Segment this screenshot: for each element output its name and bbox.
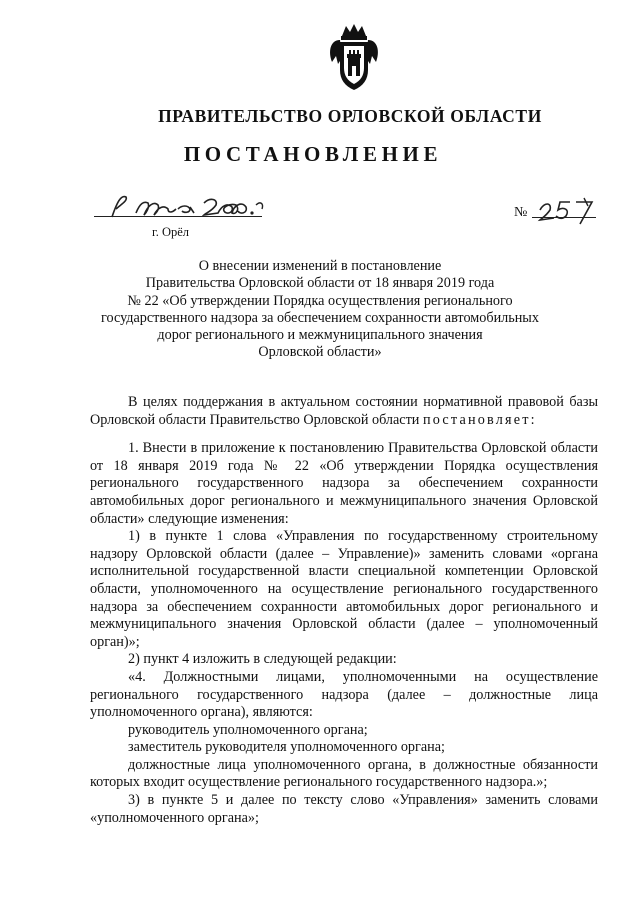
handwritten-number bbox=[536, 196, 596, 226]
document-type: ПОСТАНОВЛЕНИЕ bbox=[183, 142, 443, 166]
coat-of-arms-icon bbox=[326, 22, 382, 92]
handwritten-date bbox=[106, 191, 266, 221]
paragraph-3: 2) пункт 4 изложить в следующей редакции: bbox=[128, 651, 397, 668]
paragraph-4: «4. Должностными лицами, уполномоченными на осуществление регионального государственного надзора (далее – должностные лица уполномоченного органа), являются: bbox=[90, 668, 598, 721]
subject-line: № 22 «Об утверждении Порядка осуществления регионального bbox=[127, 292, 513, 309]
subject-line: Орловской области» bbox=[258, 344, 382, 361]
intro-paragraph bbox=[90, 394, 598, 429]
paragraph-1: 1. Внести в приложение к постановлению Правительства Орловской области от 18 января 2019 года № 22 «Об утверждении Порядка осуществления регионального государственного надзора за обеспечением сохранности автомобильных дорог регионального и межмуниципального значения Орловской области» следующие изменения: bbox=[90, 440, 598, 527]
organization-title: ПРАВИТЕЛЬСТВО ОРЛОВСКОЙ ОБЛАСТИ bbox=[158, 106, 542, 126]
paragraph-5: руководитель уполномоченного органа; bbox=[128, 721, 368, 738]
subject-line: государственного надзора за обеспечением сохранности автомобильных bbox=[101, 309, 539, 326]
decree-verb: постановляет: bbox=[422, 411, 537, 428]
paragraph-8: 3) в пункте 5 и далее по тексту слово «Управления» заменить словами «уполномоченного органа»; bbox=[90, 792, 598, 826]
document-subject bbox=[80, 258, 560, 362]
paragraph-6: заместитель руководителя уполномоченного органа; bbox=[128, 739, 445, 756]
document-body bbox=[90, 394, 598, 827]
subject-line: О внесении изменений в постановление bbox=[198, 258, 442, 274]
paragraph-7: должностные лица уполномоченного органа, в должностные обязанности которых входит осуществление регионального государственного надзора.»; bbox=[90, 756, 598, 791]
paragraph-2: 1) в пункте 1 слова «Управления по государственному строительному надзору Орловской области (далее – Управление)» заменить словами «органа исполнительной государственной власти специальной компетенции Орловской области, уполномоченного на осуществление регионального государственного надзора за обеспечением сохранности автомобильных дорог регионального и межмуниципального значения Орловской области (далее – уполномоченный орган)»; bbox=[90, 528, 598, 650]
city-label: г. Орёл bbox=[152, 225, 190, 239]
intro-text: В целях поддержания в актуальном состоянии нормативной правовой базы Орловской области Правительство Орловской области bbox=[90, 394, 598, 428]
subject-line: Правительства Орловской области от 18 января 2019 года bbox=[145, 275, 495, 292]
subject-line: дорог регионального и межмуниципального значения bbox=[157, 327, 483, 344]
number-sign: № bbox=[514, 205, 528, 220]
